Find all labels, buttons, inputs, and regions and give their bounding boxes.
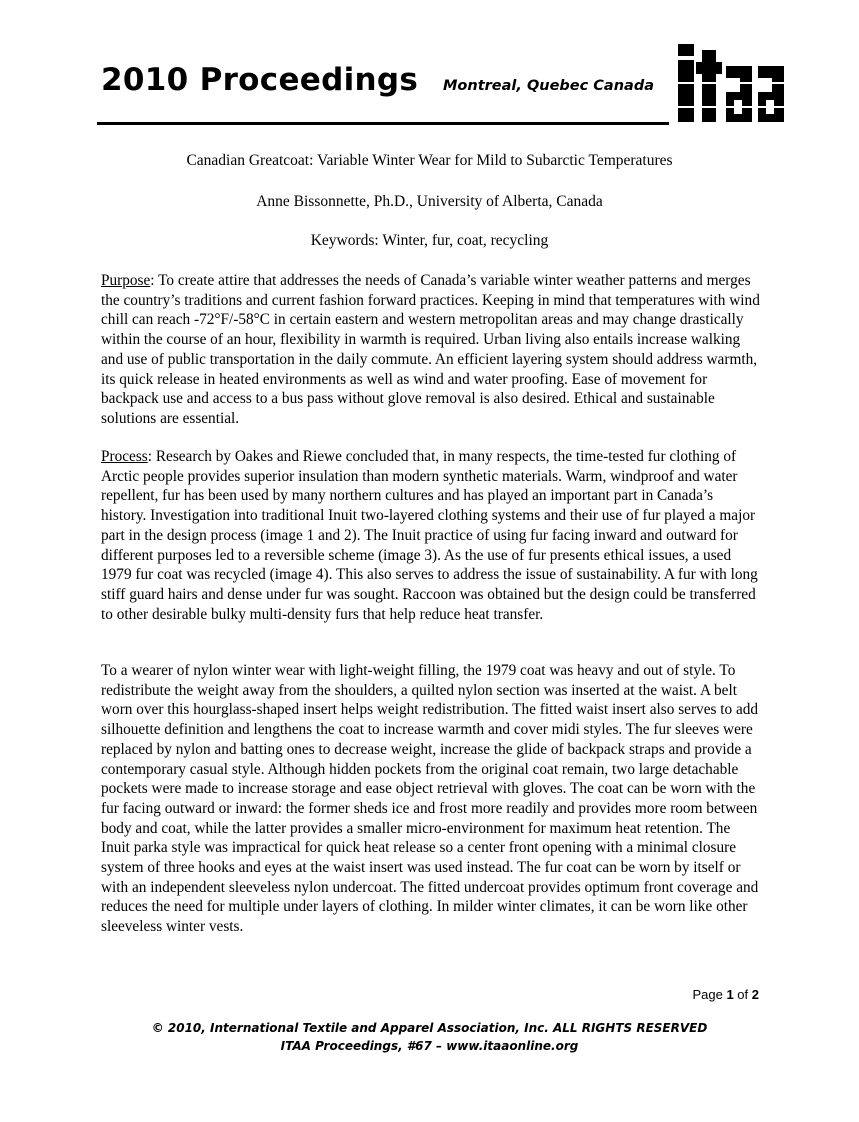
page-of: of xyxy=(737,987,749,1002)
proceedings-title: 2010 Proceedings xyxy=(101,62,419,98)
page-total: 2 xyxy=(751,987,759,1002)
page-label: Page xyxy=(692,987,723,1002)
design-paragraph: To a wearer of nylon winter wear with light-weight filling, the 1979 coat was heavy and out of style. To redistribute the weight away from the shoulders, a quilted nylon section was inserted at the waist. A belt worn over this hourglass-shaped insert helps weight redistribution. The fitted waist insert also serves to add silhouette definition and lengthens the coat to increase warmth and cover midi styles. The fur sleeves were replaced by nylon and batting ones to decrease weight, increase the glide of backpack straps and provide a contemporary casual style. Although hidden pockets from the original coat remain, two large detachable pockets were made to increase storage and ease object retrieval with gloves. The coat can be worn with the fur facing outward or inward: the former sheds ice and frost more readily and provides more room between body and coat, while the latter provides a smaller micro-environment for maximum heat retention. The Inuit parka style was impractical for quick heat release so a center front opening with a minimal closure system of three hooks and eyes at the waist insert was used instead. The fur coat can be worn by itself or with an independent sleeveless nylon undercoat. The fitted undercoat provides optimum front coverage and reduces the need for multiple under layers of clothing. In milder winter climates, it can be worn like other sleeveless winter vests. xyxy=(101,662,759,936)
author-line: Anne Bissonnette, Ph.D., University of Alberta, Canada xyxy=(256,193,603,210)
page-current: 1 xyxy=(726,987,734,1002)
proceedings-reference: ITAA Proceedings, #67 – www.itaaonline.org xyxy=(280,1039,579,1053)
process-paragraph xyxy=(101,447,761,624)
page-number xyxy=(692,987,759,1002)
purpose-heading: Purpose xyxy=(101,272,151,289)
copyright-line: © 2010, International Textile and Apparel Association, Inc. ALL RIGHTS RESERVED xyxy=(151,1021,708,1035)
process-heading: Process xyxy=(101,448,148,465)
purpose-text: : To create attire that addresses the needs of Canada’s variable winter weather patterns and merges the country’s traditions and current fashion forward practices. Keeping in mind that temperatures with wind chill can reach -72°F/-58°C in certain eastern and western metropolitan areas and may change drastically within the course of an hour, flexibility in warmth is required. Urban living also entails increase walking and use of public transportation in the daily commute. An efficient layering system should address warmth, its quick release in heated environments as well as wind and water proofing. Ease of movement for backpack use and access to a bus pass without glove removal is also desired. Ethical and sustainable solutions are essential. xyxy=(101,272,760,427)
conference-location: Montreal, Quebec Canada xyxy=(443,78,654,94)
process-text: : Research by Oakes and Riewe concluded that, in many respects, the time-tested fur clothing of Arctic people provides superior insulation than modern synthetic materials. Warm, windproof and water repellent, fur has been used by many northern cultures and has played an important part in Canada’s history. Investigation into traditional Inuit two-layered clothing systems and their use of fur played a major part in the design process (image 1 and 2). The Inuit practice of using fur facing inward and outward for different purposes led to a reversible scheme (image 3). As the use of fur presents ethical issues, a used 1979 fur coat was recycled (image 4). This also serves to address the issue of sustainability. A fur with long stiff guard hairs and dense under fur was sought. Raccoon was obtained but the design could be transferred to other desirable bulky multi-density furs that help reduce heat transfer. xyxy=(101,448,758,623)
itaa-logo xyxy=(676,42,796,128)
keywords-line: Keywords: Winter, fur, coat, recycling xyxy=(310,232,549,249)
paper-title: Canadian Greatcoat: Variable Winter Wear for Mild to Subarctic Temperatures xyxy=(186,152,673,169)
purpose-paragraph xyxy=(101,271,761,429)
header-divider xyxy=(97,122,669,125)
